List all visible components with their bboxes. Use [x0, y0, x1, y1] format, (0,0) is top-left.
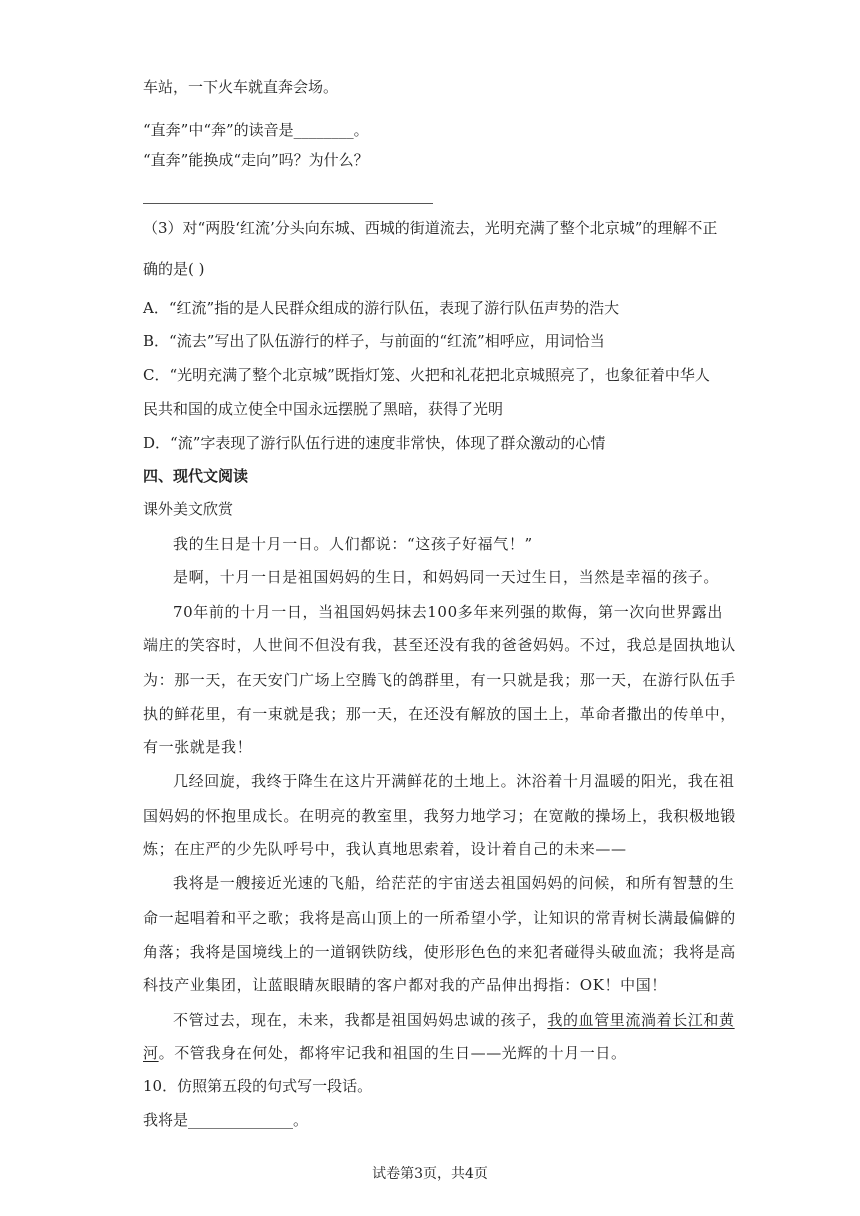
- option-b: B．“流去”写出了队伍游行的样子，与前面的“红流”相呼应，用词恰当: [143, 332, 605, 350]
- passage-line: 我的生日是十月一日。人们都说：“这孩子好福气！”: [173, 535, 533, 553]
- subheading: 课外美文欣赏: [143, 500, 234, 518]
- text-line: 车站，一下火车就直奔会场。: [143, 78, 339, 96]
- question-10-blank: 我将是______________。: [143, 1111, 309, 1129]
- underlined-sentence: 我的血管里流淌着长江和黄: [547, 1011, 735, 1029]
- question-line: “直奔”能换成“走向”吗？为什么？: [143, 151, 369, 169]
- passage-line: [173, 1010, 735, 1030]
- option-d: D．“流”字表现了游行队伍行进的速度非常快，体现了群众激动的心情: [143, 434, 606, 452]
- passage-line: 国妈妈的怀抱里成长。在明亮的教室里，我努力地学习；在宽敞的操场上，我积极地锻: [143, 807, 736, 825]
- answer-line: [143, 203, 433, 204]
- passage-text: 。不管我身在何处，都将牢记我和祖国的生日——光辉的十月一日。: [158, 1044, 627, 1062]
- passage-line: 角落；我将是国境线上的一道钢铁防线，使形形色色的来犯者碰得头破血流；我将是高: [143, 943, 736, 961]
- passage-line: 科技产业集团，让蓝眼睛灰眼睛的客户都对我的产品伸出拇指：OK！中国！: [143, 976, 667, 994]
- question-3: （3）对“两股‘红流’分头向东城、西城的街道流去，光明充满了整个北京城”的理解不正: [143, 219, 718, 237]
- question-10: 10．仿照第五段的句式写一段话。: [143, 1077, 373, 1095]
- question-blank-line: “直奔”中“奔”的读音是________。: [143, 121, 369, 139]
- section-heading: 四、现代文阅读: [143, 467, 249, 485]
- page-footer: 试卷第3页，共4页: [372, 1166, 488, 1182]
- underlined-sentence-end: 河: [143, 1044, 159, 1062]
- question-3-cont: 确的是( ): [143, 260, 205, 278]
- option-c: C．“光明充满了整个北京城”既指灯笼、火把和礼花把北京城照亮了，也象征着中华人: [143, 366, 710, 384]
- passage-line: 有一张就是我！: [143, 738, 253, 756]
- option-c-cont: 民共和国的成立使全中国永远摆脱了黑暗，获得了光明: [143, 400, 504, 418]
- passage-line: 炼；在庄严的少先队呼号中，我认真地思索着，设计着自己的未来——: [143, 840, 627, 858]
- passage-line: 我将是一艘接近光速的飞船，给茫茫的宇宙送去祖国妈妈的问候，和所有智慧的生: [173, 874, 735, 892]
- option-a: A．“红流”指的是人民群众组成的游行队伍，表现了游行队伍声势的浩大: [143, 299, 620, 317]
- passage-line: 是啊，十月一日是祖国妈妈的生日，和妈妈同一天过生日，当然是幸福的孩子。: [173, 568, 720, 586]
- passage-line: 执的鲜花里，有一束就是我；那一天，在还没有解放的国土上，革命者撒出的传单中，: [143, 705, 736, 723]
- passage-line: [143, 1043, 627, 1063]
- passage-line: 几经回旋，我终于降生在这片开满鲜花的土地上。沐浴着十月温暖的阳光，我在祖: [173, 772, 735, 790]
- passage-line: 70年前的十月一日，当祖国妈妈抹去100多年来列强的欺侮，第一次向世界露出: [173, 603, 723, 621]
- passage-line: 为：那一天，在天安门广场上空腾飞的鸽群里，有一只就是我；那一天，在游行队伍手: [143, 671, 736, 689]
- passage-text: 不管过去，现在，未来，我都是祖国妈妈忠诚的孩子，: [173, 1011, 548, 1029]
- passage-line: 端庄的笑容时，人世间不但没有我，甚至还没有我的爸爸妈妈。不过，我总是固执地认: [143, 636, 736, 654]
- passage-line: 命一起唱着和平之歌；我将是高山顶上的一所希望小学，让知识的常青树长满最偏僻的: [143, 909, 736, 927]
